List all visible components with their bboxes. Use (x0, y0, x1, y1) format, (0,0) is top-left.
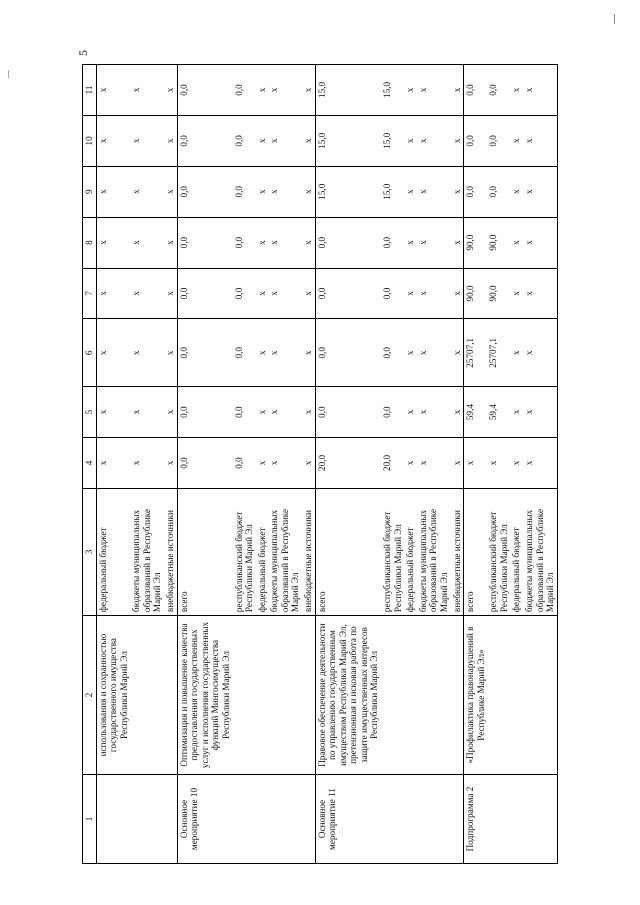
item-code-cell (404, 775, 417, 864)
value-cell: 0,0 (233, 268, 256, 319)
value-cell: 15,0 (315, 115, 381, 166)
value-cell: x (96, 217, 130, 268)
value-cell: x (417, 319, 451, 387)
item-code-cell (268, 775, 302, 864)
scan-margin-mark (614, 14, 615, 24)
value-cell: x (256, 65, 269, 116)
value-cell: 15,0 (315, 166, 381, 217)
value-cell: x (96, 65, 130, 116)
value-cell: x (510, 438, 523, 489)
funding-source-cell: бюджеты муниципальных образований в Республике Марий Эл (417, 488, 451, 615)
funding-source-cell: внебюджетные источники (302, 488, 315, 615)
item-name-cell (523, 616, 557, 775)
value-cell: x (404, 438, 417, 489)
value-cell: 0,0 (381, 217, 404, 268)
value-cell: x (96, 115, 130, 166)
value-cell: x (256, 387, 269, 438)
funding-source-cell: бюджеты муниципальных образований в Республике Марий Эл (523, 488, 557, 615)
value-cell: x (268, 217, 302, 268)
item-name-cell (404, 616, 417, 775)
value-cell: x (164, 65, 177, 116)
table-body (96, 65, 557, 864)
value-cell: x (523, 319, 557, 387)
value-cell: x (510, 319, 523, 387)
table-row (417, 65, 451, 864)
value-cell: 20,0 (315, 438, 381, 489)
item-name-cell (233, 616, 256, 775)
value-cell: x (164, 319, 177, 387)
table-header-row (83, 65, 97, 864)
value-cell: 0,0 (233, 65, 256, 116)
value-cell: x (302, 115, 315, 166)
column-header-2: 2 (83, 616, 97, 775)
funding-source-cell: внебюджетные источники (451, 488, 464, 615)
value-cell: x (96, 319, 130, 387)
value-cell: x (302, 65, 315, 116)
column-header-11: 11 (83, 65, 97, 116)
table-row (381, 65, 404, 864)
value-cell: 0,0 (315, 217, 381, 268)
funding-source-cell: федеральный бюджет (96, 488, 130, 615)
value-cell: x (268, 115, 302, 166)
value-cell: x (523, 65, 557, 116)
item-name-cell (451, 616, 464, 775)
value-cell: 0,0 (381, 387, 404, 438)
value-cell: x (256, 319, 269, 387)
table-row (315, 65, 381, 864)
value-cell: 0,0 (381, 319, 404, 387)
value-cell: x (130, 319, 164, 387)
item-name-cell (510, 616, 523, 775)
value-cell: x (130, 387, 164, 438)
value-cell: x (451, 115, 464, 166)
item-name-cell: Оптимизация и повышение качества предоставления государственных услуг и исполнения государственных функций Мингосимущества Республики Марий Эл (177, 616, 232, 775)
value-cell: 0,0 (315, 268, 381, 319)
table-row (233, 65, 256, 864)
value-cell: x (164, 387, 177, 438)
value-cell: x (404, 65, 417, 116)
table-row (164, 65, 177, 864)
value-cell: x (464, 438, 488, 489)
table-row (464, 65, 488, 864)
value-cell: 0,0 (233, 319, 256, 387)
item-name-cell: «Профилактика правонарушений в Республике Марий Эл» (464, 616, 488, 775)
value-cell: x (451, 217, 464, 268)
value-cell: 0,0 (487, 166, 510, 217)
value-cell: x (256, 438, 269, 489)
item-code-cell (256, 775, 269, 864)
column-header-6: 6 (83, 319, 97, 387)
table-row (256, 65, 269, 864)
value-cell: 25707,1 (487, 319, 510, 387)
value-cell: x (302, 217, 315, 268)
column-header-1: 1 (83, 775, 97, 864)
column-header-5: 5 (83, 387, 97, 438)
value-cell: x (523, 268, 557, 319)
value-cell: x (130, 217, 164, 268)
rotated-table-container (82, 64, 562, 864)
table-row (96, 65, 130, 864)
value-cell: 0,0 (177, 438, 232, 489)
value-cell: x (510, 387, 523, 438)
item-code-cell (510, 775, 523, 864)
value-cell: x (451, 387, 464, 438)
value-cell: 25707,1 (464, 319, 488, 387)
item-code-cell (381, 775, 404, 864)
value-cell: x (164, 438, 177, 489)
value-cell: 15,0 (381, 166, 404, 217)
funding-source-cell: бюджеты муниципальных образований в Республике Марий Эл (268, 488, 302, 615)
value-cell: x (256, 115, 269, 166)
funding-source-cell: республиканский бюджет Республики Марий Эл (381, 488, 404, 615)
column-header-10: 10 (83, 115, 97, 166)
value-cell: 59,4 (464, 387, 488, 438)
value-cell: 0,0 (315, 319, 381, 387)
funding-source-cell: бюджеты муниципальных образований в Республике Марий Эл (130, 488, 164, 615)
item-code-cell (233, 775, 256, 864)
value-cell: 0,0 (177, 268, 232, 319)
funding-source-cell: федеральный бюджет (404, 488, 417, 615)
item-code-cell (302, 775, 315, 864)
value-cell: x (302, 438, 315, 489)
item-code-cell (130, 775, 164, 864)
value-cell: x (510, 268, 523, 319)
value-cell: x (417, 115, 451, 166)
value-cell: 0,0 (233, 438, 256, 489)
value-cell: 0,0 (233, 387, 256, 438)
value-cell: 20,0 (381, 438, 404, 489)
value-cell: 0,0 (464, 115, 488, 166)
value-cell: x (302, 268, 315, 319)
value-cell: x (302, 166, 315, 217)
item-name-cell (302, 616, 315, 775)
table-row (510, 65, 523, 864)
table-row (451, 65, 464, 864)
value-cell: x (451, 438, 464, 489)
value-cell: 0,0 (381, 268, 404, 319)
funding-source-cell: республиканский бюджет Республики Марий Эл (487, 488, 510, 615)
value-cell: x (417, 166, 451, 217)
value-cell: x (404, 166, 417, 217)
value-cell: x (256, 268, 269, 319)
item-name-cell (268, 616, 302, 775)
item-name-cell (381, 616, 404, 775)
value-cell: 0,0 (464, 166, 488, 217)
value-cell: 15,0 (381, 115, 404, 166)
value-cell: 0,0 (177, 217, 232, 268)
item-code-cell (487, 775, 510, 864)
item-code-cell: Основное мероприятие 11 (315, 775, 381, 864)
value-cell: x (164, 115, 177, 166)
value-cell: x (510, 217, 523, 268)
value-cell: x (268, 438, 302, 489)
value-cell: 90,0 (487, 217, 510, 268)
funding-source-cell: федеральный бюджет (510, 488, 523, 615)
item-name-cell: использования и сохранностью государственного имущества Республики Марий Эл (96, 616, 130, 775)
value-cell: x (96, 166, 130, 217)
value-cell: x (268, 319, 302, 387)
funding-source-cell: республиканский бюджет Республики Марий Эл (233, 488, 256, 615)
value-cell: x (268, 65, 302, 116)
value-cell: 90,0 (487, 268, 510, 319)
value-cell: x (523, 387, 557, 438)
value-cell: x (523, 438, 557, 489)
item-name-cell (256, 616, 269, 775)
item-code-cell (96, 775, 130, 864)
value-cell: 0,0 (487, 65, 510, 116)
value-cell: 15,0 (315, 65, 381, 116)
table-row (268, 65, 302, 864)
value-cell: x (523, 115, 557, 166)
value-cell: 15,0 (381, 65, 404, 116)
value-cell: x (268, 268, 302, 319)
value-cell: x (130, 115, 164, 166)
value-cell: 0,0 (177, 319, 232, 387)
funding-source-cell: федеральный бюджет (256, 488, 269, 615)
item-code-cell (451, 775, 464, 864)
value-cell: x (256, 166, 269, 217)
value-cell: 59,4 (487, 387, 510, 438)
table-row (523, 65, 557, 864)
item-code-cell (417, 775, 451, 864)
value-cell: x (130, 166, 164, 217)
value-cell: x (404, 319, 417, 387)
column-header-3: 3 (83, 488, 97, 615)
value-cell: x (302, 319, 315, 387)
value-cell: 0,0 (177, 166, 232, 217)
value-cell: 0,0 (487, 115, 510, 166)
table-row (487, 65, 510, 864)
value-cell: x (523, 166, 557, 217)
item-name-cell (487, 616, 510, 775)
page-number: 5 (76, 50, 90, 56)
item-name-cell: Правовое обеспечение деятельности по управлению государственным имуществом Республики Марий Эл, претензионная и исковая работа по защите имущественных интересов Республики Марий Эл (315, 616, 381, 775)
table-row (130, 65, 164, 864)
value-cell: x (404, 115, 417, 166)
value-cell: x (268, 387, 302, 438)
value-cell: x (404, 387, 417, 438)
item-code-cell: Основное мероприятие 10 (177, 775, 232, 864)
value-cell: 0,0 (233, 115, 256, 166)
scan-margin-mark (8, 70, 9, 78)
funding-source-cell: внебюджетные источники (164, 488, 177, 615)
value-cell: x (96, 268, 130, 319)
value-cell: x (164, 166, 177, 217)
funding-source-cell: всего (177, 488, 232, 615)
value-cell: x (451, 65, 464, 116)
column-header-7: 7 (83, 268, 97, 319)
value-cell: x (268, 166, 302, 217)
item-name-cell (130, 616, 164, 775)
value-cell: 0,0 (177, 115, 232, 166)
value-cell: x (164, 217, 177, 268)
value-cell: x (302, 387, 315, 438)
value-cell: x (130, 65, 164, 116)
value-cell: x (164, 268, 177, 319)
value-cell: 90,0 (464, 268, 488, 319)
value-cell: x (256, 217, 269, 268)
value-cell: x (510, 65, 523, 116)
funding-source-cell: всего (464, 488, 488, 615)
funding-source-cell: всего (315, 488, 381, 615)
table-row (302, 65, 315, 864)
value-cell: x (417, 65, 451, 116)
value-cell: 0,0 (177, 65, 232, 116)
value-cell: x (417, 217, 451, 268)
table-row (404, 65, 417, 864)
value-cell: x (96, 387, 130, 438)
value-cell: 0,0 (233, 166, 256, 217)
value-cell: x (451, 166, 464, 217)
item-code-cell (523, 775, 557, 864)
value-cell: x (523, 217, 557, 268)
budget-table (82, 64, 558, 864)
value-cell: x (417, 268, 451, 319)
value-cell: x (417, 438, 451, 489)
table-row (177, 65, 232, 864)
item-code-cell (164, 775, 177, 864)
value-cell: 0,0 (464, 65, 488, 116)
item-code-cell: Подпрограмма 2 (464, 775, 488, 864)
value-cell: x (510, 115, 523, 166)
value-cell: 0,0 (315, 387, 381, 438)
value-cell: x (130, 268, 164, 319)
value-cell: x (404, 268, 417, 319)
value-cell: 90,0 (464, 217, 488, 268)
value-cell: x (417, 387, 451, 438)
item-name-cell (164, 616, 177, 775)
value-cell: x (130, 438, 164, 489)
value-cell: x (451, 268, 464, 319)
column-header-8: 8 (83, 217, 97, 268)
value-cell: x (510, 166, 523, 217)
value-cell: x (96, 438, 130, 489)
item-name-cell (417, 616, 451, 775)
value-cell: x (404, 217, 417, 268)
column-header-9: 9 (83, 166, 97, 217)
value-cell: x (487, 438, 510, 489)
value-cell: 0,0 (177, 387, 232, 438)
value-cell: x (451, 319, 464, 387)
column-header-4: 4 (83, 438, 97, 489)
value-cell: 0,0 (233, 217, 256, 268)
